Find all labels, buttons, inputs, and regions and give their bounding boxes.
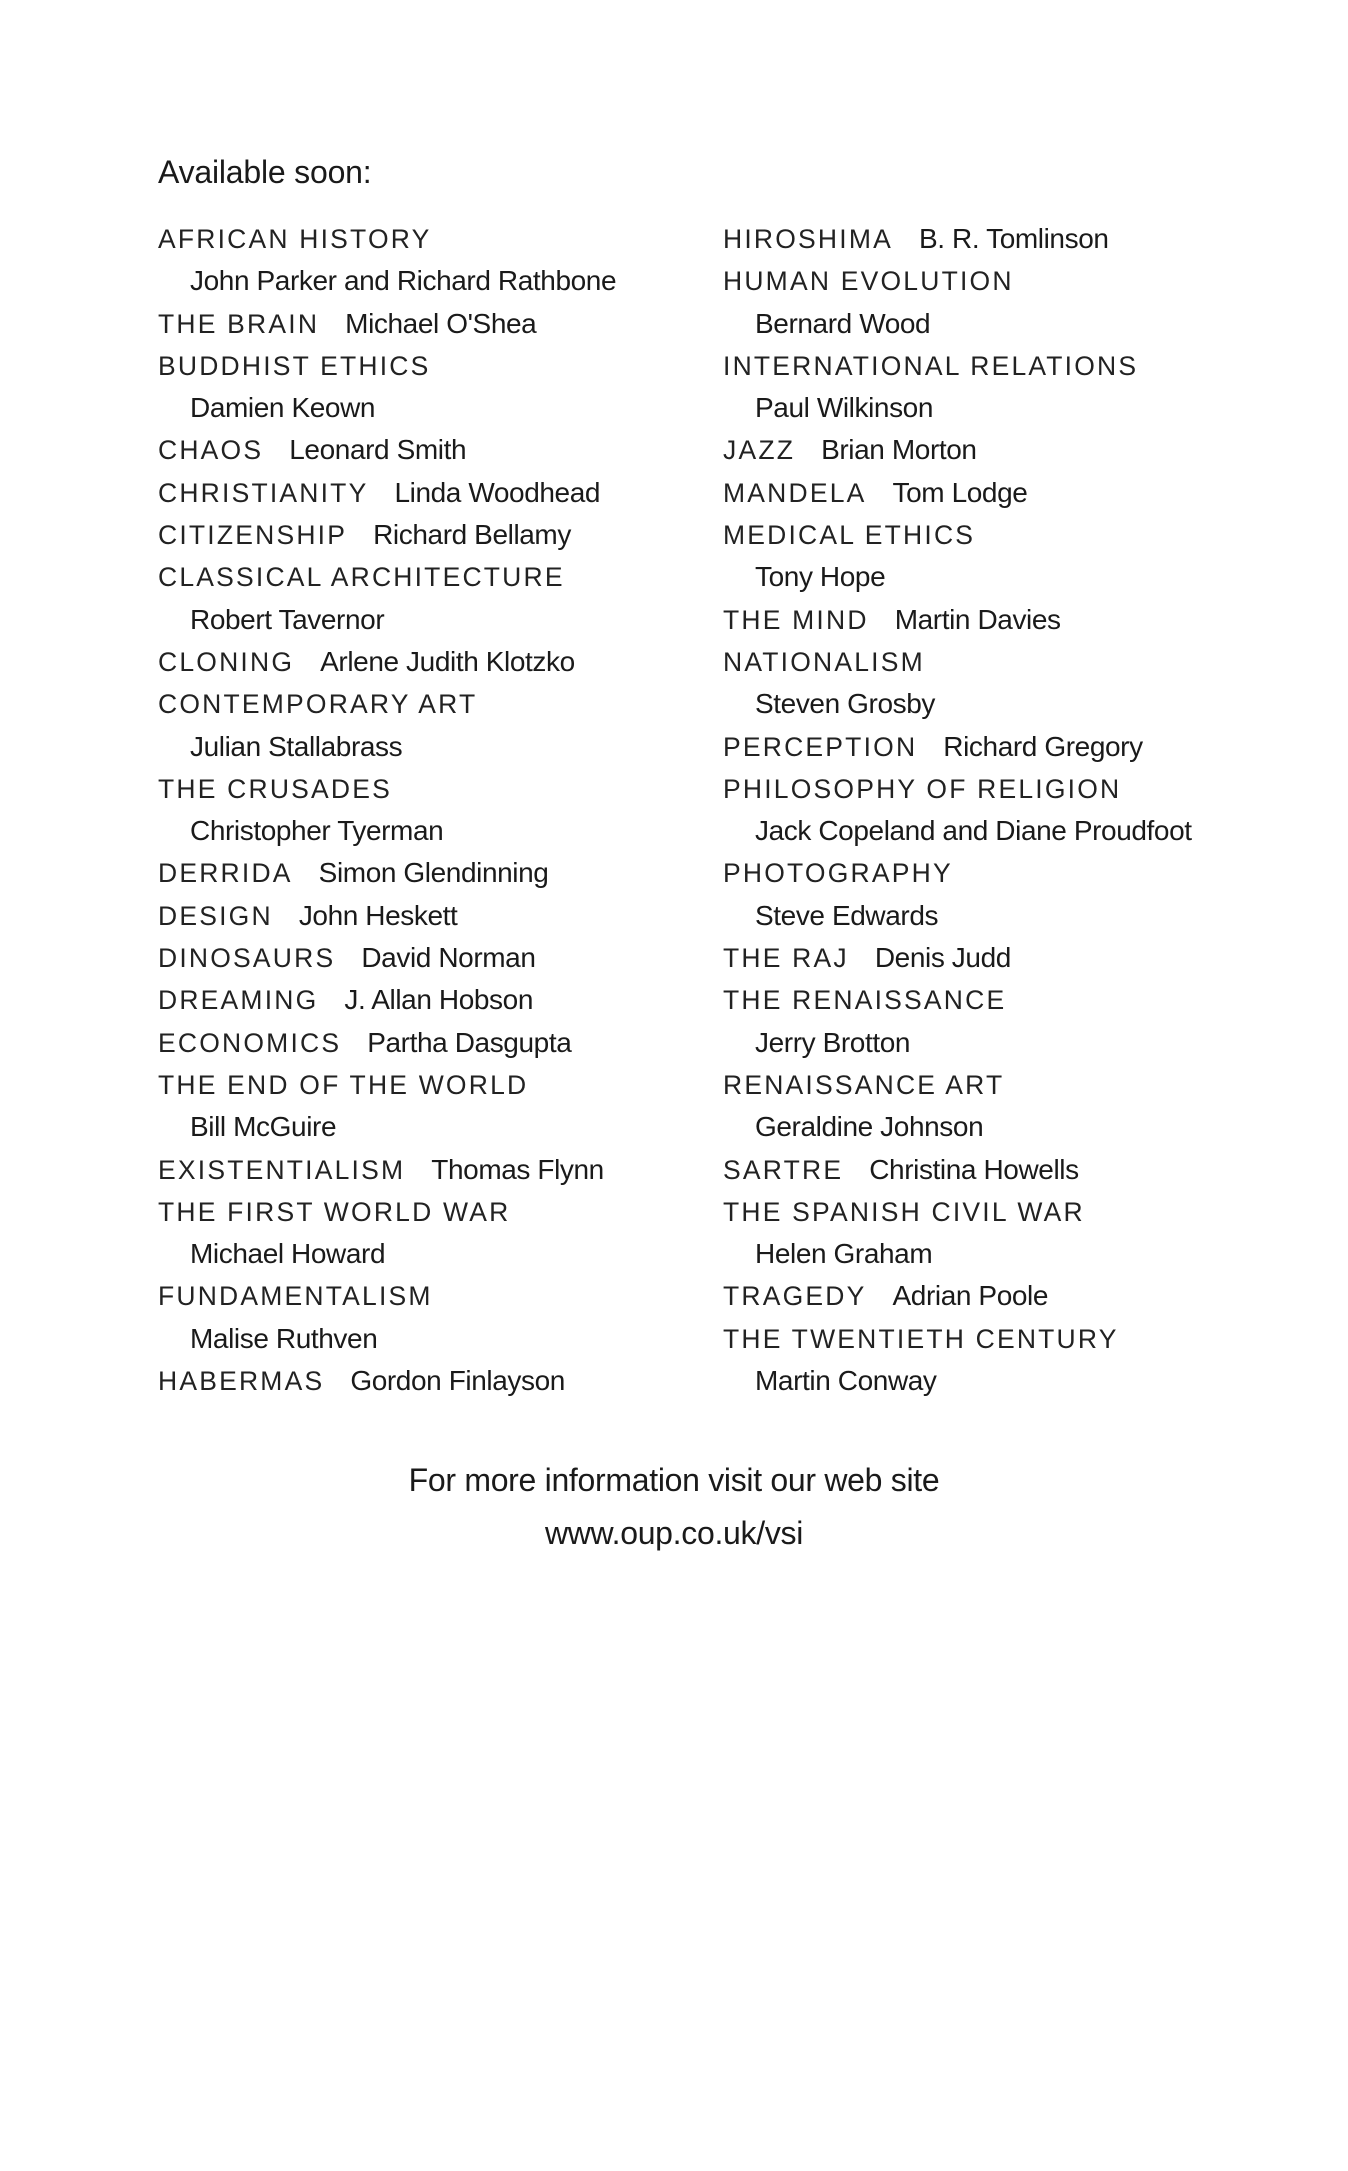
book-author: Tom Lodge xyxy=(892,476,1028,508)
book-title: MEDICAL ETHICS xyxy=(723,520,976,551)
book-title: DESIGN xyxy=(158,900,273,931)
book-entry xyxy=(723,937,1303,979)
book-title: THE FIRST WORLD WAR xyxy=(158,1196,511,1227)
footer-website-link[interactable]: www.oup.co.uk/vsi xyxy=(544,1515,804,1551)
book-entry xyxy=(723,768,1303,853)
book-author: Denis Judd xyxy=(874,942,1011,974)
book-title: PERCEPTION xyxy=(723,731,918,762)
book-title: THE TWENTIETH CENTURY xyxy=(723,1323,1119,1354)
book-author: Partha Dasgupta xyxy=(367,1026,572,1058)
book-title: ECONOMICS xyxy=(158,1027,342,1058)
book-author: Geraldine Johnson xyxy=(755,1111,984,1143)
book-title: PHILOSOPHY OF RELIGION xyxy=(723,773,1122,804)
book-entry xyxy=(723,429,1303,471)
book-author: Bill McGuire xyxy=(190,1111,337,1143)
book-author: Linda Woodhead xyxy=(394,476,601,508)
book-title: HUMAN EVOLUTION xyxy=(723,266,1014,297)
book-entry xyxy=(723,1064,1303,1149)
book-title: CLONING xyxy=(158,646,295,677)
book-title: THE RAJ xyxy=(723,943,849,974)
book-title: THE RENAISSANCE xyxy=(723,985,1007,1016)
book-author: Richard Gregory xyxy=(943,730,1143,762)
book-author: Steve Edwards xyxy=(755,899,939,931)
book-title: MANDELA xyxy=(723,477,867,508)
book-entry xyxy=(158,937,698,979)
book-title: HABERMAS xyxy=(158,1366,325,1397)
book-entry xyxy=(723,514,1303,599)
book-title: DREAMING xyxy=(158,985,319,1016)
book-author: Leonard Smith xyxy=(289,434,467,466)
footer-info-text: For more information visit our web site xyxy=(408,1462,940,1498)
book-entry xyxy=(158,1022,698,1064)
book-title: JAZZ xyxy=(723,435,796,466)
book-title: NATIONALISM xyxy=(723,646,925,677)
book-entry xyxy=(158,895,698,937)
book-author: Bernard Wood xyxy=(755,307,931,339)
book-entry xyxy=(158,218,698,303)
book-author: John Heskett xyxy=(298,899,458,931)
book-author: Michael O'Shea xyxy=(345,307,537,339)
book-title: CLASSICAL ARCHITECTURE xyxy=(158,562,565,593)
book-author: Helen Graham xyxy=(755,1238,933,1270)
book-author: Damien Keown xyxy=(190,392,376,424)
book-title: THE BRAIN xyxy=(158,308,320,339)
book-author: Jerry Brotton xyxy=(755,1026,911,1058)
book-author: Simon Glendinning xyxy=(318,857,549,889)
book-title: CHAOS xyxy=(158,435,264,466)
book-title: RENAISSANCE ART xyxy=(723,1069,1005,1100)
book-entry xyxy=(723,979,1303,1064)
book-title: CITIZENSHIP xyxy=(158,520,348,551)
book-author: B. R. Tomlinson xyxy=(918,223,1109,254)
page-heading: Available soon: xyxy=(158,154,372,190)
book-title: CONTEMPORARY ART xyxy=(158,689,478,720)
right-title-list xyxy=(723,218,1303,1402)
book-entry xyxy=(723,472,1303,514)
book-entry xyxy=(158,1149,698,1191)
book-entry xyxy=(723,641,1303,726)
book-author: Christina Howells xyxy=(869,1153,1079,1185)
book-entry xyxy=(158,1360,698,1402)
book-entry xyxy=(158,303,698,345)
book-author: Tony Hope xyxy=(755,561,886,593)
book-entry xyxy=(158,1191,698,1276)
book-entry xyxy=(158,345,698,430)
book-entry xyxy=(723,260,1303,345)
book-title: THE END OF THE WORLD xyxy=(158,1069,529,1100)
book-entry xyxy=(723,1149,1303,1191)
book-author: Julian Stallabrass xyxy=(190,730,403,762)
book-author: Adrian Poole xyxy=(892,1280,1049,1312)
book-author: Michael Howard xyxy=(190,1238,386,1270)
book-entry xyxy=(158,852,698,894)
book-title: FUNDAMENTALISM xyxy=(158,1281,433,1312)
book-entry xyxy=(723,218,1303,260)
book-entry xyxy=(723,1275,1303,1317)
book-entry xyxy=(723,1191,1303,1276)
book-author: David Norman xyxy=(361,942,536,974)
book-title: DERRIDA xyxy=(158,858,293,889)
book-title: THE CRUSADES xyxy=(158,773,393,804)
book-title: THE MIND xyxy=(723,604,869,635)
book-entry xyxy=(158,1064,698,1149)
book-entry xyxy=(158,768,698,853)
book-author: Steven Grosby xyxy=(755,688,935,720)
book-entry xyxy=(723,1318,1303,1403)
book-author: J. Allan Hobson xyxy=(344,984,533,1016)
book-author: Jack Copeland and Diane Proudfoot xyxy=(755,815,1192,847)
book-title: BUDDHIST ETHICS xyxy=(158,350,431,381)
book-entry xyxy=(158,641,698,683)
book-author: Richard Bellamy xyxy=(373,519,571,551)
book-title: AFRICAN HISTORY xyxy=(158,224,432,254)
book-author: John Parker and Richard Rathbone xyxy=(190,265,617,297)
book-author: Christopher Tyerman xyxy=(190,815,444,847)
book-entry xyxy=(723,852,1303,937)
book-entry xyxy=(158,429,698,471)
book-title: SARTRE xyxy=(723,1154,844,1185)
book-title: EXISTENTIALISM xyxy=(158,1154,406,1185)
book-title: INTERNATIONAL RELATIONS xyxy=(723,350,1139,381)
book-author: Martin Conway xyxy=(755,1365,937,1397)
book-title: THE SPANISH CIVIL WAR xyxy=(723,1196,1085,1227)
book-author: Thomas Flynn xyxy=(431,1153,604,1185)
book-title: DINOSAURS xyxy=(158,943,336,974)
book-author: Paul Wilkinson xyxy=(755,392,934,424)
book-author: Martin Davies xyxy=(894,603,1061,635)
book-entry xyxy=(158,683,698,768)
book-title: CHRISTIANITY xyxy=(158,477,369,508)
left-title-list xyxy=(158,218,698,1402)
book-entry xyxy=(723,599,1303,641)
book-entry xyxy=(158,1275,698,1360)
book-author: Malise Ruthven xyxy=(190,1322,378,1354)
book-title: HIROSHIMA xyxy=(723,224,893,254)
book-entry xyxy=(158,979,698,1021)
book-entry xyxy=(158,556,698,641)
book-author: Gordon Finlayson xyxy=(350,1365,565,1397)
book-entry xyxy=(158,514,698,556)
book-author: Robert Tavernor xyxy=(190,603,385,635)
book-entry xyxy=(723,726,1303,768)
book-author: Arlene Judith Klotzko xyxy=(320,645,575,677)
book-title: TRAGEDY xyxy=(723,1281,867,1312)
book-author: Brian Morton xyxy=(821,434,977,466)
book-title: PHOTOGRAPHY xyxy=(723,858,953,889)
book-entry xyxy=(723,345,1303,430)
book-entry xyxy=(158,472,698,514)
